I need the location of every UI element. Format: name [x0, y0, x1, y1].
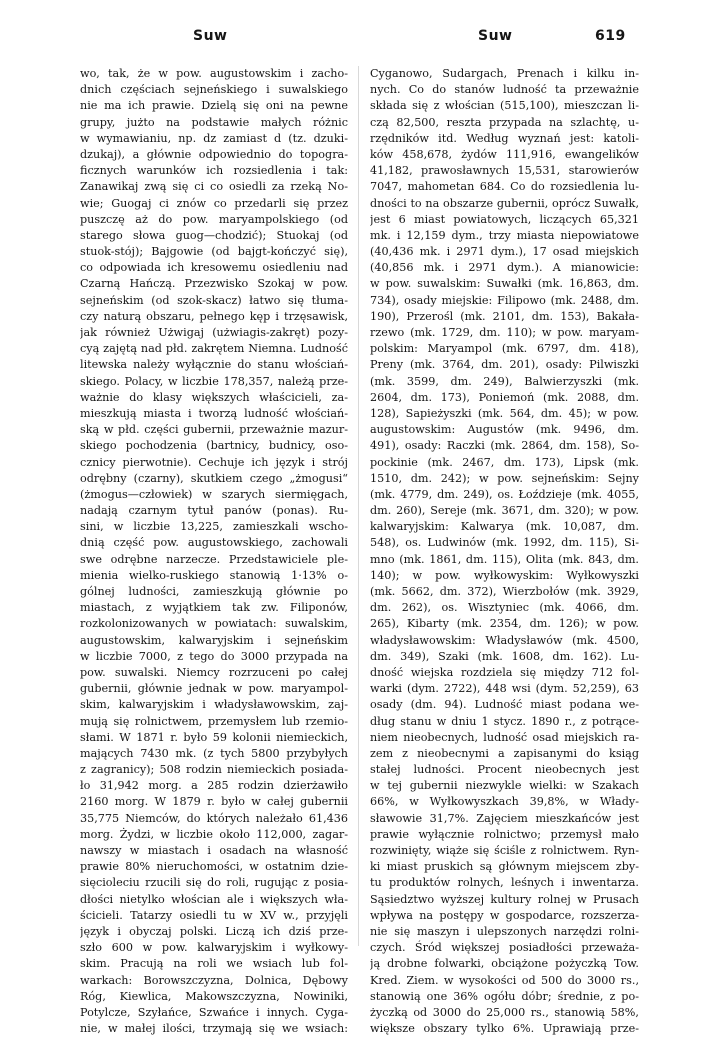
right-column-text-line: Kred. Ziem. w wysokości od 500 do 3000 rs., — [370, 973, 639, 987]
left-column-text-line: z zagranicy); 508 rodzin niemieckich posiada- — [80, 763, 348, 777]
left-column-text-line: rozkolonizowanych w powiatach: suwalskim, — [80, 617, 348, 631]
left-column-text-line: skim. Pracują na roli we wsiach lub fol- — [80, 957, 348, 971]
left-column-text-line: dnich częściach sejneńskiego i suwalskiego — [80, 83, 348, 97]
right-column-text-line: ków 458,678, żydów 111,916, ewangelików — [370, 147, 639, 161]
right-column-text-line: 140); w pow. wyłkowyskim: Wyłkowyszki — [370, 568, 639, 582]
left-column-text-line: ważnie do klasy większych właścicieli, za- — [80, 390, 348, 404]
left-column-text-line: mieszkują miasta i tworzą ludność włościań- — [80, 406, 348, 420]
left-column-text-line: dzukaj), a głównie odpowiednio do topogra- — [80, 147, 348, 161]
right-column-text-line: 265), Kibarty (mk. 2354, dm. 126); w pow. — [370, 617, 639, 631]
left-column-text-line: skiego. Polacy, w liczbie 178,357, należą prze- — [80, 374, 348, 388]
left-column-text-line: nie ma ich prawie. Dzielą się oni na pewne — [80, 99, 348, 113]
left-column-text-line: miastach, z wyjątkiem tak zw. Filiponów, — [80, 601, 348, 615]
left-column-text-line: starego słowa guog—chodzić); Stuokaj (od — [80, 228, 348, 242]
page-number: 619 — [595, 28, 626, 44]
right-column-text-line: dność wiejska rozdziela się między 712 fol- — [370, 665, 639, 679]
left-column-text-line: czy naturą obszaru, pełnego kęp i trzęsawisk, — [80, 309, 348, 323]
left-column-text-line: warkach: Borowszczyzna, Dolnica, Dębowy — [80, 973, 348, 987]
right-column-text-line: Cyganowo, Sudargach, Prenach i kilku in- — [370, 67, 639, 80]
left-column-text-line: ło 31,942 morg. a 285 rodzin dzierżawiło — [80, 779, 348, 793]
left-column-text-line: wo, tak, że w pow. augustowskim i zacho- — [80, 67, 348, 80]
right-column-text-line: 1510, dm. 242); w pow. sejneńskim: Sejny — [370, 471, 639, 485]
right-column-text-line: 66%, w Wyłkowyszkach 39,8%, w Włady- — [370, 795, 639, 809]
right-column-text-line: stanowią one 36% ogółu dóbr; średnie, z po- — [370, 989, 639, 1003]
right-column-text-line: 41,182, prawosławnych 15,531, starowierów — [370, 164, 639, 178]
left-column-text-line: sejneńskim (od szok-skacz) łatwo się tłuma- — [80, 293, 348, 307]
left-column-text-line: gubernii, głównie jednak w pow. maryampol- — [80, 682, 348, 696]
right-column-text-line: zem z nieobecnymi a zapisanymi do ksiąg — [370, 746, 639, 760]
right-column-text-line: 734), osady miejskie: Filipowo (mk. 2488, dm. — [370, 293, 639, 307]
left-column-text-line: skim, kalwaryjskim i władysławowskim, zaj- — [80, 698, 348, 712]
left-column-text-line: Czarną Hańczą. Przezwisko Szokaj w pow. — [80, 277, 348, 291]
right-column-text-line: 2604, dm. 173), Poniemoń (mk. 2088, dm. — [370, 390, 639, 404]
left-column-text-line: litewska należy wyłącznie do stanu włościań- — [80, 358, 348, 372]
right-column-text-line: (mk. 5662, dm. 372), Wierzbołów (mk. 3929, — [370, 585, 639, 598]
left-column-text-line: odrębny (czarny), skutkiem czego „żmogusi“ — [80, 471, 348, 485]
left-column-text-line: 2160 morg. W 1879 r. było w całej gubernii — [80, 795, 348, 809]
left-column-text-line: Róg, Kiewlica, Makowszczyzna, Nowiniki, — [80, 989, 348, 1003]
running-head-right: Suw — [478, 28, 513, 44]
right-column-text-line: (40,856 mk. i 2971 dym.). A mianowicie: — [370, 261, 639, 275]
left-column-text-line: słami. W 1871 r. było 59 kolonii niemieckich, — [80, 730, 348, 744]
left-column-text-line: swe odrębne narzecze. Przedstawiciele ple- — [80, 552, 348, 566]
left-column-text-line: morg. Żydzi, w liczbie około 112,000, zagar- — [80, 827, 348, 841]
left-column-text-line: prawie 80% nieruchomości, w ostatnim dzie- — [80, 860, 348, 874]
right-column-text-line: wpływa na postępy w gospodarce, rozszerza- — [370, 908, 639, 922]
left-column-text-line: mających 7430 mk. (z tych 5800 przybyłych — [80, 746, 348, 760]
left-column-text-line: sini, w liczbie 13,225, zamieszkali wscho- — [80, 520, 348, 534]
right-column-text-line: augustowskim: Augustów (mk. 9496, dm. — [370, 423, 639, 437]
left-column — [80, 66, 348, 1036]
left-column-text-line: skiego pochodzenia (bartnicy, budnicy, oso- — [80, 439, 348, 453]
left-column-text-line: dnią część pow. augustowskiego, zachowali — [80, 536, 348, 550]
right-column-text-line: jest 6 miast powiatowych, liczących 65,321 — [370, 212, 639, 226]
right-column-text-line: składa się z włościan (515,100), mieszczan li- — [370, 99, 639, 113]
left-column-text-line: mienia wielko-ruskiego stanowią 1·13% o- — [80, 568, 348, 582]
right-column-text-line: 491), osady: Raczki (mk. 2864, dm. 158), So- — [370, 439, 639, 453]
left-column-text-line: (żmogus—człowiek) w szarych siermięgach, — [80, 487, 348, 501]
page-header — [0, 28, 720, 58]
right-column-text-line: 190), Przerośl (mk. 2101, dm. 153), Bakała- — [370, 309, 639, 323]
right-column-text-line: mno (mk. 1861, dm. 115), Olita (mk. 843, dm. — [370, 552, 639, 566]
left-column-text-line: nie, w małej ilości, trzymają się we wsiach: — [80, 1022, 348, 1036]
right-column-text-line: ją drobne folwarki, obciążone pożyczką Tow. — [370, 957, 639, 971]
right-column-text-line: tu produktów rolnych, leśnych i inwentarza. — [370, 876, 639, 890]
left-column-text-line: Zanawikaj zwą się ci co osiedli za rzeką No- — [80, 180, 348, 194]
left-column-text-line: mują się rolnictwem, przemysłem lub rzemio- — [80, 714, 348, 728]
right-column-text-line: większe obszary tylko 6%. Uprawiają prze- — [370, 1022, 639, 1036]
column-divider — [358, 66, 359, 946]
left-column-text-line: w liczbie 7000, z tego do 3000 przypada na — [80, 649, 348, 663]
left-column-text-line: cznicy pierwotnie). Cechuje ich język i strój — [80, 455, 348, 469]
left-column-text-line: augustowskim, kalwaryjskim i sejneńskim — [80, 633, 348, 647]
right-column-text-line: rzewo (mk. 1729, dm. 110); w pow. maryam- — [370, 326, 639, 339]
right-column-text-line: polskim: Maryampol (mk. 6797, dm. 418), — [370, 342, 639, 356]
left-column-text-line: grupy, jużto na podstawie małych różnic — [80, 115, 348, 129]
right-column-text-line: osady (dm. 94). Ludność miast podana we- — [370, 698, 639, 712]
left-column-text-line: ską w płd. części gubernii, przeważnie mazur- — [80, 423, 348, 437]
left-column-text-line: ścicieli. Tatarzy osiedli tu w XV w., przyjęli — [80, 908, 348, 922]
left-column-text-line: sięcioleciu rzucili się do roli, rugując z posia- — [80, 876, 348, 890]
right-column-text-line: niem nieobecnych, ludność osad miejskich ra- — [370, 730, 639, 744]
right-column-text-line: nie się maszyn i ulepszonych narzędzi rolni- — [370, 924, 639, 938]
right-column-text-line: mk. i 12,159 dym., trzy miasta niepowiatowe — [370, 228, 639, 242]
left-column-text-line: cyą zajętą nad płd. zakrętem Niemna. Ludność — [80, 342, 348, 356]
right-column-text-line: sławowie 31,7%. Zajęciem mieszkańców jest — [370, 811, 639, 825]
right-column-text-line: dności to na obszarze gubernii, oprócz Suwałk, — [370, 196, 639, 210]
right-column-text-line: warki (dym. 2722), 448 wsi (dym. 52,259), 63 — [370, 682, 639, 696]
left-column-text-line: jak również Użwigaj (użwiagis-zakręt) pozy- — [80, 326, 348, 339]
left-column-text-line: pow. suwalski. Niemcy rozrzuceni po całej — [80, 665, 348, 679]
right-column-text-line: dm. 260), Sereje (mk. 3671, dm. 320); w pow. — [370, 504, 639, 518]
left-column-text-line: dłości nietylko włościan ale i większych wła- — [80, 892, 348, 906]
right-column-text-line: czą 82,500, reszta przypada na szlachtę, u- — [370, 115, 639, 129]
left-column-text-line: język i obyczaj polski. Liczą ich dziś prze- — [80, 924, 348, 938]
right-column-text-line: dług stanu w dniu 1 stycz. 1890 r., z potrące- — [370, 714, 639, 728]
right-column-text-line: ki miast pruskich są głównym miejscem zby- — [370, 860, 639, 874]
running-head-left: Suw — [193, 28, 228, 44]
right-column-text-line: rzędników itd. Według wyznań jest: katoli- — [370, 131, 639, 145]
right-column-text-line: władysławowskim: Władysławów (mk. 4500, — [370, 633, 639, 647]
right-column — [370, 66, 639, 1036]
left-column-text-line: szło 600 w pow. kalwaryjskim i wyłkowy- — [80, 941, 348, 955]
right-column-text-line: stałej ludności. Procent nieobecnych jest — [370, 763, 639, 777]
right-column-text-line: nych. Co do stanów ludność ta przeważnie — [370, 83, 639, 97]
right-column-text-line: prawie wyłącznie rolnictwo; przemysł mało — [370, 827, 639, 841]
right-column-text-line: Preny (mk. 3764, dm. 201), osady: Pilwiszki — [370, 358, 639, 372]
right-column-text-line: 548), os. Ludwinów (mk. 1992, dm. 115), Si- — [370, 536, 639, 550]
right-column-text-line: życzką od 3000 do 25,000 rs., stanowią 58%, — [370, 1005, 639, 1019]
right-column-text-line: kalwaryjskim: Kalwarya (mk. 10,087, dm. — [370, 520, 639, 534]
left-column-text-line: 35,775 Niemców, do których należało 61,436 — [80, 811, 348, 825]
left-column-text-line: puszczę aż do pow. maryampolskiego (od — [80, 212, 348, 226]
left-column-text-line: Potylcze, Szyłańce, Szwańce i innych. Cyga- — [80, 1005, 348, 1019]
right-column-text-line: 128), Sapieżyszki (mk. 564, dm. 45); w pow. — [370, 406, 639, 420]
left-column-text-line: nadają czarnym tytuł panów (ponas). Ru- — [80, 504, 348, 518]
right-column-text-line: (mk. 3599, dm. 249), Balwierzyszki (mk. — [370, 374, 639, 388]
right-column-text-line: w tej gubernii niezwykle wielki: w Szakach — [370, 779, 639, 793]
left-column-text-line: gólnej ludności, zamieszkują głównie po — [80, 585, 348, 598]
right-column-text-line: rozwinięty, wiąże się ściśle z rolnictwem. Ryn- — [370, 844, 639, 857]
right-column-text-line: (mk. 4779, dm. 249), os. Łoździeje (mk. 4055, — [370, 487, 639, 501]
left-column-text-line: nawszy w miastach i osadach na własność — [80, 844, 348, 857]
left-column-text-line: stuok-stój); Bajgowie (od bajgt-kończyć się), — [80, 245, 348, 259]
right-column-text-line: czych. Śród większej posiadłości przeważa- — [370, 941, 639, 955]
left-column-text-line: wie; Guogaj ci znów co przedarli się przez — [80, 196, 348, 210]
right-column-text-line: 7047, mahometan 684. Co do rozsiedlenia lu- — [370, 180, 639, 194]
left-column-text-line: w wymawianiu, np. dz zamiast d (tz. dzuki- — [80, 131, 348, 145]
right-column-text-line: w pow. suwalskim: Suwałki (mk. 16,863, dm. — [370, 277, 639, 291]
left-column-text-line: ficznych warunków ich rozsiedlenia i tak: — [80, 164, 348, 178]
right-column-text-line: dm. 349), Szaki (mk. 1608, dm. 162). Lu- — [370, 649, 639, 663]
right-column-text-line: pockinie (mk. 2467, dm. 173), Lipsk (mk. — [370, 455, 639, 469]
right-column-text-line: Sąsiedztwo wyższej kultury rolnej w Prusach — [370, 892, 639, 906]
right-column-text-line: (40,436 mk. i 2971 dym.), 17 osad miejskich — [370, 245, 639, 259]
right-column-text-line: dm. 262), os. Wisztyniec (mk. 4066, dm. — [370, 601, 639, 615]
left-column-text-line: co odpowiada ich kresowemu osiedleniu nad — [80, 261, 348, 275]
